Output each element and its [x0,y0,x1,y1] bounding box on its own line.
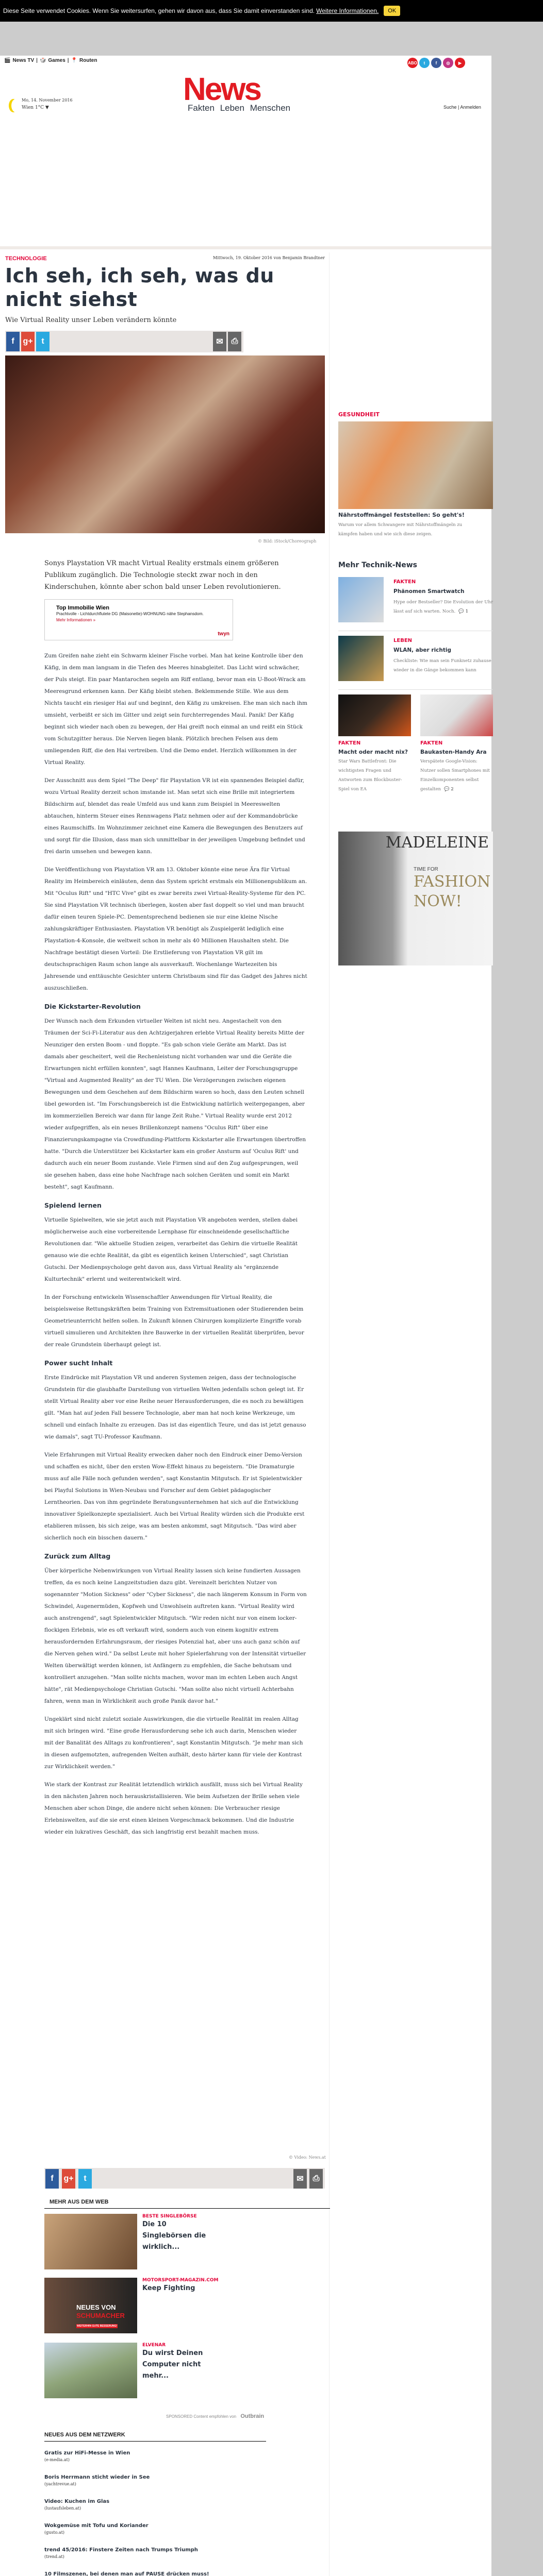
instagram-icon[interactable]: ◎ [443,58,453,68]
nav-news-tv[interactable]: News TV [12,58,35,63]
paragraph: Virtuelle Spielwelten, wie sie jetzt auch mit Playstation VR angeboten werden, stellen dabei möglicherweise auch eine vorbereitende Lernphase für einschneidende gesellschaftliche Revolutionen dar. "Wie aktuelle Studien zeigen, verarbeitet das Gehirn die virtuelle Realität genauso wie die echte Realität, da gibt es eigentlich keinen Unterschied", sagt Christian Gutschi. Der Medienpsychologe geht davon aus, dass Virtual Reality als "ergänzende Kulturtechnik" erlernt und weiterentwickelt wird. [44,1217,298,1282]
outbrain-source: MOTORSPORT-MAGAZIN.COM [142,2278,219,2283]
comment-count-value: 1 [465,609,468,614]
outbrain-item[interactable] [44,2278,218,2333]
netzwerk-list [44,2450,266,2576]
netzwerk-item[interactable] [44,2547,266,2560]
comment-icon: 💬 [458,609,466,614]
netzwerk-item-title[interactable]: Video: Kuchen im Glas [44,2499,110,2504]
image-caption: NEUES VON [76,2303,116,2311]
sidebar-list-text-content: Hype oder Bestseller? Die Evolution der Uhr lässt auf sich warten. Noch. [393,600,493,614]
ad-line: FASHION [414,873,491,891]
mehr-web-title: MEHR AUS DEM WEB [44,2199,330,2209]
outbrain-title[interactable]: Du wirst Deinen Computer nicht mehr... [142,2349,203,2380]
dice-icon: 🎲 [39,58,46,63]
comment-count[interactable] [458,609,468,614]
map-pin-icon: 📍 [71,58,78,63]
image-caption: WEITERHIN GUTE BESSERUNG! [77,2325,118,2328]
cookie-text: Diese Seite verwendet Cookies. Wenn Sie weitersurfen, gehen wir davon aus, dass Sie damit einverstanden sind. [3,7,315,14]
ad-immobilie[interactable] [44,599,233,640]
paragraph: Der Ausschnitt aus dem Spiel "The Deep" für Playstation VR ist ein spannendes Beispiel dafür, wozu Virtual Reality derzeit schon imstande ist. Man setzt sich eine Brille mit integriertem Bildschirm auf, blendet das reale Umfeld aus und kann zum Beispiel in Meereswelten abtauchen, hinterm Steuer eines Rennwagens Platz nehmen oder auf der Kommandobrücke eines Raumschiffs. Im Wohnzimmer zeichnet eine Kamera die Bewegungen des Benutzers auf und sorgt für die Illusion, dass man sich unmittelbar in der jeweiligen Umgebung befindet und frei darin umsehen und bewegen kann. [44,777,305,855]
ad-text: Prachtvolle - Lichtdurchflutete DG (Maisonette)-WOHNUNG nähe Stephansdom. [56,612,204,616]
sidebar-list-image[interactable] [338,636,384,681]
comment-count-value: 2 [451,787,454,792]
section-heading: Power sucht Inhalt [44,1359,113,1367]
social-links [407,58,465,68]
comment-icon: 💬 [443,787,451,792]
paragraph: Der Wunsch nach dem Erkunden virtueller Welten ist nicht neu. Angestachelt von den Träumen der Sci-Fi-Literatur aus den Achtzigerjahren erlebte Virtual Reality bereits Mitte der Neunziger den ersten Boom - und floppte. "Es gab schon viele Geräte am Markt. Das ist damals aber gescheitert, weil die Rechenleistung nicht vorhanden war und die Geräte die Erwartungen nicht erfüllen konnten", sagt Hannes Kaufmann, Leiter der Forschungsgruppe "Virtual and Augmented Reality" an der TU Wien. Die Verzögerungen zwischen eigenen Bewegungen und dem Geschehen auf dem Bildschirm waren so hoch, dass den Leuten schnell übel geworden ist. "Im Forschungsbereich ist die Entwicklung natürlich weitergegangen, aber im kommerziellen Bereich war dann für lange Zeit Ruhe." Virtual Reality wurde erst 2012 wieder aufgegriffen, als ein neues Brillenkonzept namens "Oculus Rift" über eine Finanzierungskampagne via Crowdfunding-Plattform Kickstarter alle Erwartungen übertroffen hatte. "Durch die Unterstützer bei Kickstarter kam ein großer Ansturm auf 'Oculus Rift' und dadurch auch ein neuer Boom zustande. Viele Firmen sind auf den Zug aufgesprungen, weil sie gesehen haben, dass eine hohe Nachfrage nach solchen Geräten und somit ein Markt besteht", sagt Kaufmann. [44,1018,306,1190]
netzwerk-item[interactable] [44,2474,266,2487]
mail-icon[interactable]: ✉ [213,332,226,351]
login-link[interactable]: Anmelden [460,105,481,110]
ad-more-link[interactable]: Mehr Informationen » [56,618,96,622]
ad-brand: MADELEINE [385,834,489,852]
outbrain-title[interactable]: Keep Fighting [142,2284,195,2292]
sponsored-label: SPONSORED Content empfohlen von [166,2414,237,2419]
netzwerk-item-title[interactable]: Wokgemüse mit Tofu und Koriander [44,2523,149,2529]
netzwerk-item-source: (gusto.at) [44,2530,65,2535]
ad-line: TIME FOR [414,867,438,872]
image-caption: SCHUMACHER [76,2312,125,2319]
cookie-ok-button[interactable]: OK [384,6,400,16]
mehr-aus-dem-web [44,2199,330,2209]
image-credit: © Bild: iStock/Choreograph [258,539,317,544]
paragraph: Wie stark der Kontrast zur Realität letztendlich wirklich ausfällt, muss sich bei Virtual Reality in den nächsten Jahren noch herauskristallisieren. Wie beim Aufsetzen der Brille sehen viele Menschen aber schon Dinge, die andere nicht sehen können: Die Verbraucher riesige Erlebniswelten, auf die sie erst einen kleinen Vorgeschmack bekommen. Und die Industrie wieder ein lukratives Geschäft, das sich langfristig erst bezahlt machen muss. [44,1782,303,1835]
outbrain-item[interactable] [44,2214,209,2269]
weather-date: Mo, 14. November 2016 [22,98,73,103]
sidebar-grid-item[interactable] [338,694,411,823]
sidebar-list-kicker[interactable]: LEBEN [393,638,413,643]
paragraph: Ungeklärt sind nicht zuletzt soziale Auswirkungen, die die virtuelle Realität im realen Alltag mit sich bringen wird. "Eine große Herausforderung sehe ich auch darin, Menschen wieder mit der Banalität des Alltags zu konfrontieren", sagt Konstantin Mitgutsch. "Je mehr man sich in diesen aufgemotzten, aufregenden Welten aufhält, desto härter kann für viele der Kontrast zur Wirklichkeit werden." [44,1716,303,1770]
netzwerk-item-title[interactable]: trend 45/2016: Finstere Zeiten nach Trumps Triumph [44,2547,198,2553]
sidebar-feature-text: Warum vor allem Schwangere mit Nährstoffmängeln zu kämpfen haben und wie sich diese zeigen. [338,522,463,537]
paragraph: Zum Greifen nahe zieht ein Schwarm kleiner Fische vorbei. Man hat keine Kontrolle über den Käfig, in dem man langsam in die Tiefen des Meeres hinabgleitet. Das Licht wird schwächer, der Puls steigt. Ein paar Mantarochen segeln am Riff entlang, bevor man ein U-Boot-Wrack am Meeresgrund erkennen kann. Der Käfig bleibt stehen. Beklemmende Stille. Wie aus dem Nichts taucht ein riesiger Hai auf und beginnt, den Käfig zu umkreisen. Ehe man sich nach ihm umsieht, verbeißt er sich im Gitter und zeigt sein furchterregendes Maul. Panik! Der Käfig beginnt sich wieder nach oben zu bewegen, der Hai greift noch einmal an und reißt ein Stück vom Schutzgitter heraus. Die Nerven liegen blank. Plötzlich brechen Felsen aus dem umliegenden Riff, die den Hai vertreiben. Und die Demo endet. Herzlich willkommen in der Virtual Reality. [44,653,307,766]
section-heading: Spielend lernen [44,1201,102,1209]
share-bar-bottom [44,2168,325,2189]
netzwerk-item-source: (e-media.at) [44,2458,70,2462]
section-heading: Zurück zum Alltag [44,1552,111,1560]
outbrain-source: BESTE SINGLEBÖRSE [142,2214,197,2219]
sidebar-kicker[interactable]: GESUNDHEIT [338,411,380,418]
netzwerk-item[interactable] [44,2571,266,2576]
netzwerk-item[interactable] [44,2450,266,2463]
sidebar-grid-image[interactable] [338,694,411,736]
facebook-icon[interactable]: f [431,58,441,68]
sidebar-grid-title[interactable]: Baukasten-Handy Ara [420,749,487,755]
twitter-share-button[interactable]: t [78,2169,92,2189]
ad-title: Top Immobilie Wien [56,605,109,611]
sidebar-grid-image[interactable] [420,694,493,736]
nav-routen[interactable]: Routen [79,58,97,63]
sidebar-grid-text-content: Verspätete Google-Vision: Nutzer sollen Smartphones mit Einzelkomponenten selbst gestalten [420,759,490,792]
paragraph: Die Veröffentlichung von Playstation VR am 13. Oktober könnte eine neue Ära für Virtual Reality im Heimbereich einläuten, denn das System spricht erstmals ein Millionenpublikum an. Mit "Oculus Rift" und "HTC Vive" gibt es zwar bereits zwei Virtual-Reality-Systeme für den PC. Sie sind Playstation VR technisch überlegen, kosten aber fast doppelt so viel und man braucht dafür einen teuren Spiele-PC. Dementsprechend bedienen sie nur eine kleine Nische zahlungskräftiger Enthusiasten. Playstation VR benötigt als Zuspielgerät lediglich eine Playstation-4-Konsole, die weltweit schon in mehr als 40 Millionen Haushalten steht. Die Nachfrage bestätigt diesen Vorteil: Die Erstlieferung von Playstation VR gilt im deutschsprachigen Raum schon lange als ausverkauft. Wochenlange Wartezeiten bis Jahresende und enttäuschte Gesichter unterm Christbaum sind für das Gadget des Jahres nicht auszuschließen. [44,867,307,991]
outbrain-source: ELVENAR [142,2343,166,2348]
sponsored-note [166,2413,264,2419]
sidebar-feature-title[interactable]: Nährstoffmängel feststellen: So geht's! [338,512,465,518]
sidebar-list-item[interactable] [338,577,493,631]
netzwerk-title: NEUES AUS DEM NETZWERK [44,2432,266,2442]
sidebar-grid-text [420,757,493,794]
comment-count[interactable] [444,787,454,792]
sidebar-list-item[interactable] [338,636,493,690]
sidebar-list-text [393,598,494,616]
header-divider [0,246,491,249]
outbrain-image[interactable] [44,2343,137,2398]
article-title: Ich seh, ich seh, was du nicht siehst [5,264,274,311]
clapper-icon: 🎬 [4,58,11,63]
sidebar-grid-kicker[interactable]: FAKTEN [420,740,443,746]
ad-line: NOW! [414,892,462,910]
outbrain-logo[interactable]: Outbrain [240,2413,265,2419]
article-byline: Mittwoch, 19. Oktober 2016 von Benjamin Brandtner [213,256,325,260]
column-divider [329,252,330,2576]
sidebar-more-title: Mehr Technik-News [338,561,417,569]
outbrain-item[interactable] [44,2343,209,2398]
netzwerk-item[interactable] [44,2498,266,2512]
paragraph: Erste Eindrücke mit Playstation VR und anderen Systemen zeigen, dass der technologische Grundstein für die glaubhafte Darstellung von virtuellen Welten jedenfalls schon gelegt ist. Er stellt Virtual Reality aber vor eine Reihe neuer Herausforderungen, die es noch zu bewältigen gilt. "Man hat auf jeden Fall bessere Technologie, aber man hat noch keine Werkzeuge, um schnell und einfach Inhalte zu erzeugen. Das ist das eigentlich Teure, und das ist jetzt genauso wie damals", sagt TU-Professor Kaufmann. [44,1375,306,1440]
outbrain-title[interactable]: Die 10 Singlebörsen die wirklich... [142,2221,206,2251]
share-bar-top [5,331,243,352]
abo-button[interactable]: ABO [407,58,418,68]
netzwerk-section [44,2432,266,2576]
search-link[interactable]: Suche [443,105,457,110]
sidebar-grid-title[interactable]: Macht oder macht nix? [338,749,408,755]
youtube-icon[interactable]: ▶ [455,58,465,68]
sidebar-list-title[interactable]: WLAN, aber richtig [393,647,451,653]
print-icon[interactable]: ⎙ [309,2169,323,2189]
article-kicker[interactable]: TECHNOLOGIE [5,256,47,262]
sidebar-list-text [393,656,494,675]
top-nav: 🎬 News TV | 🎲 Games | 📍 Routen [4,58,97,63]
article-body [44,650,307,1844]
moon-icon [11,99,21,112]
outbrain-image[interactable] [44,2278,137,2333]
tagline: Fakten Leben Menschen [188,103,291,113]
sidebar-list-text-content: Checkliste: Wie man sein Funknetz zuhause wieder in die Gänge bekommen kann [393,658,491,673]
sidebar-feature-image[interactable] [338,421,493,509]
netzwerk-item-source: (yachtrevue.at) [44,2482,76,2486]
netzwerk-item-title[interactable]: 10 Filmszenen, bei denen man auf PAUSE drücken muss! [44,2571,209,2576]
section-heading: Die Kickstarter-Revolution [44,1003,141,1010]
sidebar-grid-kicker[interactable]: FAKTEN [338,740,361,746]
google-share-button[interactable]: g+ [21,332,35,351]
news-logo[interactable]: News [183,72,260,107]
twitter-icon[interactable]: t [419,58,430,68]
sidebar-list-kicker[interactable]: FAKTEN [393,579,416,585]
netzwerk-item-title[interactable]: Gratis zur HiFi-Messe in Wien [44,2450,130,2456]
ad-brand: twyn [218,631,229,637]
netzwerk-item-source: (lustaufsleben.at) [44,2506,81,2511]
nav-games[interactable]: Games [48,58,65,63]
article-subtitle: Wie Virtual Reality unser Leben verändern könnte [5,316,177,324]
video-credit: © Video: News.at [289,2155,326,2160]
cookie-banner [0,0,543,22]
netzwerk-item[interactable] [44,2522,266,2536]
sidebar-grid-text [338,757,411,794]
sidebar-grid-text-content: Star Wars Battlefront: Die wichtigsten Fragen und Antworten zum Blockbuster-Spiel von EA [338,759,402,792]
netzwerk-item-title[interactable]: Boris Herrmann sticht wieder in See [44,2475,150,2480]
outbrain-image[interactable] [44,2214,137,2269]
facebook-share-button[interactable]: f [45,2169,59,2189]
netzwerk-item-source: (trend.at) [44,2554,64,2559]
sidebar-grid-item[interactable] [420,694,493,823]
sidebar-list-title[interactable]: Phänomen Smartwatch [393,588,465,595]
paragraph: Über körperliche Nebenwirkungen von Virtual Reality lassen sich keine fundierten Aussagen treffen, da es noch keine Langzeitstudien dazu gibt. Vereinzelt berichten Nutzer von sogenannter "Motion Sickness" oder "Cyber Sickness", die nach längerem Konsum in Form von Schwindel, Augenermüden, Kopfweh und Unwohlsein auftreten kann. "Virtual Reality wird auch anstrengend", sagt Spielentwickler Mitgutsch. "Wir reden nicht nur von einem locker-flockigen Erlebnis, wie es oft verkauft wird, sondern auch von einem kognitiv extrem herausfordernden Erfahrungsraum, der riesiges Potenzial hat, aber uns auch ganz schön auf die Nerven gehen wird." Da selbst Leute mit hoher Spielerfahrung von der Intensität virtueller Welten überwältigt werden können, ist Anfängern zu empfehlen, die Sache behutsam und kontrolliert anzugehen. "Man sollte nichts machen, wovor man im echten Leben auch Angst hätte", rät Medienpsychologe Christian Gutschi. "Man sollte also nicht virtuell Achterbahn fahren, wenn man in Wirklichkeit auch große Panik davor hat." [44,1568,307,1704]
mail-icon[interactable]: ✉ [293,2169,307,2189]
cookie-more-link[interactable]: Weitere Informationen. [316,7,379,14]
paragraph: In der Forschung entwickeln Wissenschaftler Anwendungen für Virtual Reality, die beispielsweise Rettungskräften beim Training von Extremsituationen oder Studierenden beim Geometrieunterricht helfen sollen. In Zukunft können Chirurgen komplizierte Eingriffe vorab virtuell simulieren und Architekten ihre Bauwerke in der virtuellen Realität überprüfen, bevor der reale Grundstein überhaupt gelegt ist. [44,1294,304,1348]
facebook-share-button[interactable]: f [6,332,20,351]
sidebar-list-image[interactable] [338,577,384,622]
google-share-button[interactable]: g+ [62,2169,75,2189]
twitter-share-button[interactable]: t [36,332,50,351]
article-lead: Sonys Playstation VR macht Virtual Reality erstmals einem größeren Publikum zugänglich. Die Technologie steckt zwar noch in den Kinderschuhen, könnte aber schon bald unser Leben revolutionieren. [44,560,281,591]
print-icon[interactable]: ⎙ [228,332,241,351]
madeleine-ad[interactable] [338,832,493,965]
weather-city[interactable]: Wien 1°C ▼ [22,105,49,110]
user-links: Suche | Anmelden [443,105,481,110]
paragraph: Viele Erfahrungen mit Virtual Reality erwecken daher noch den Eindruck einer Demo-Version und schaffen es nicht, über den ersten Wow-Effekt hinaus zu begeistern. "Die Dramaturgie muss auf alle Fälle noch gefunden werden", sagt Konstantin Mitgutsch. Er ist Spielentwickler bei Playful Solutions in Wien-Neubau und Forscher auf dem Gebiet pädagogischer Lerntheorien. Das von ihm gegründete Beratungsunternehmen hat sich auf die Entwicklung innovativer Spielkonzepte spezialisiert. Auch bei Virtual Reality würden sich die Produkte erst etablieren müssen, bis sich zeige, was am besten ankommt, sagt Mitgutsch. "Das wird aber sicherlich noch ein bisschen dauern." [44,1452,305,1541]
hero-image [5,355,325,533]
